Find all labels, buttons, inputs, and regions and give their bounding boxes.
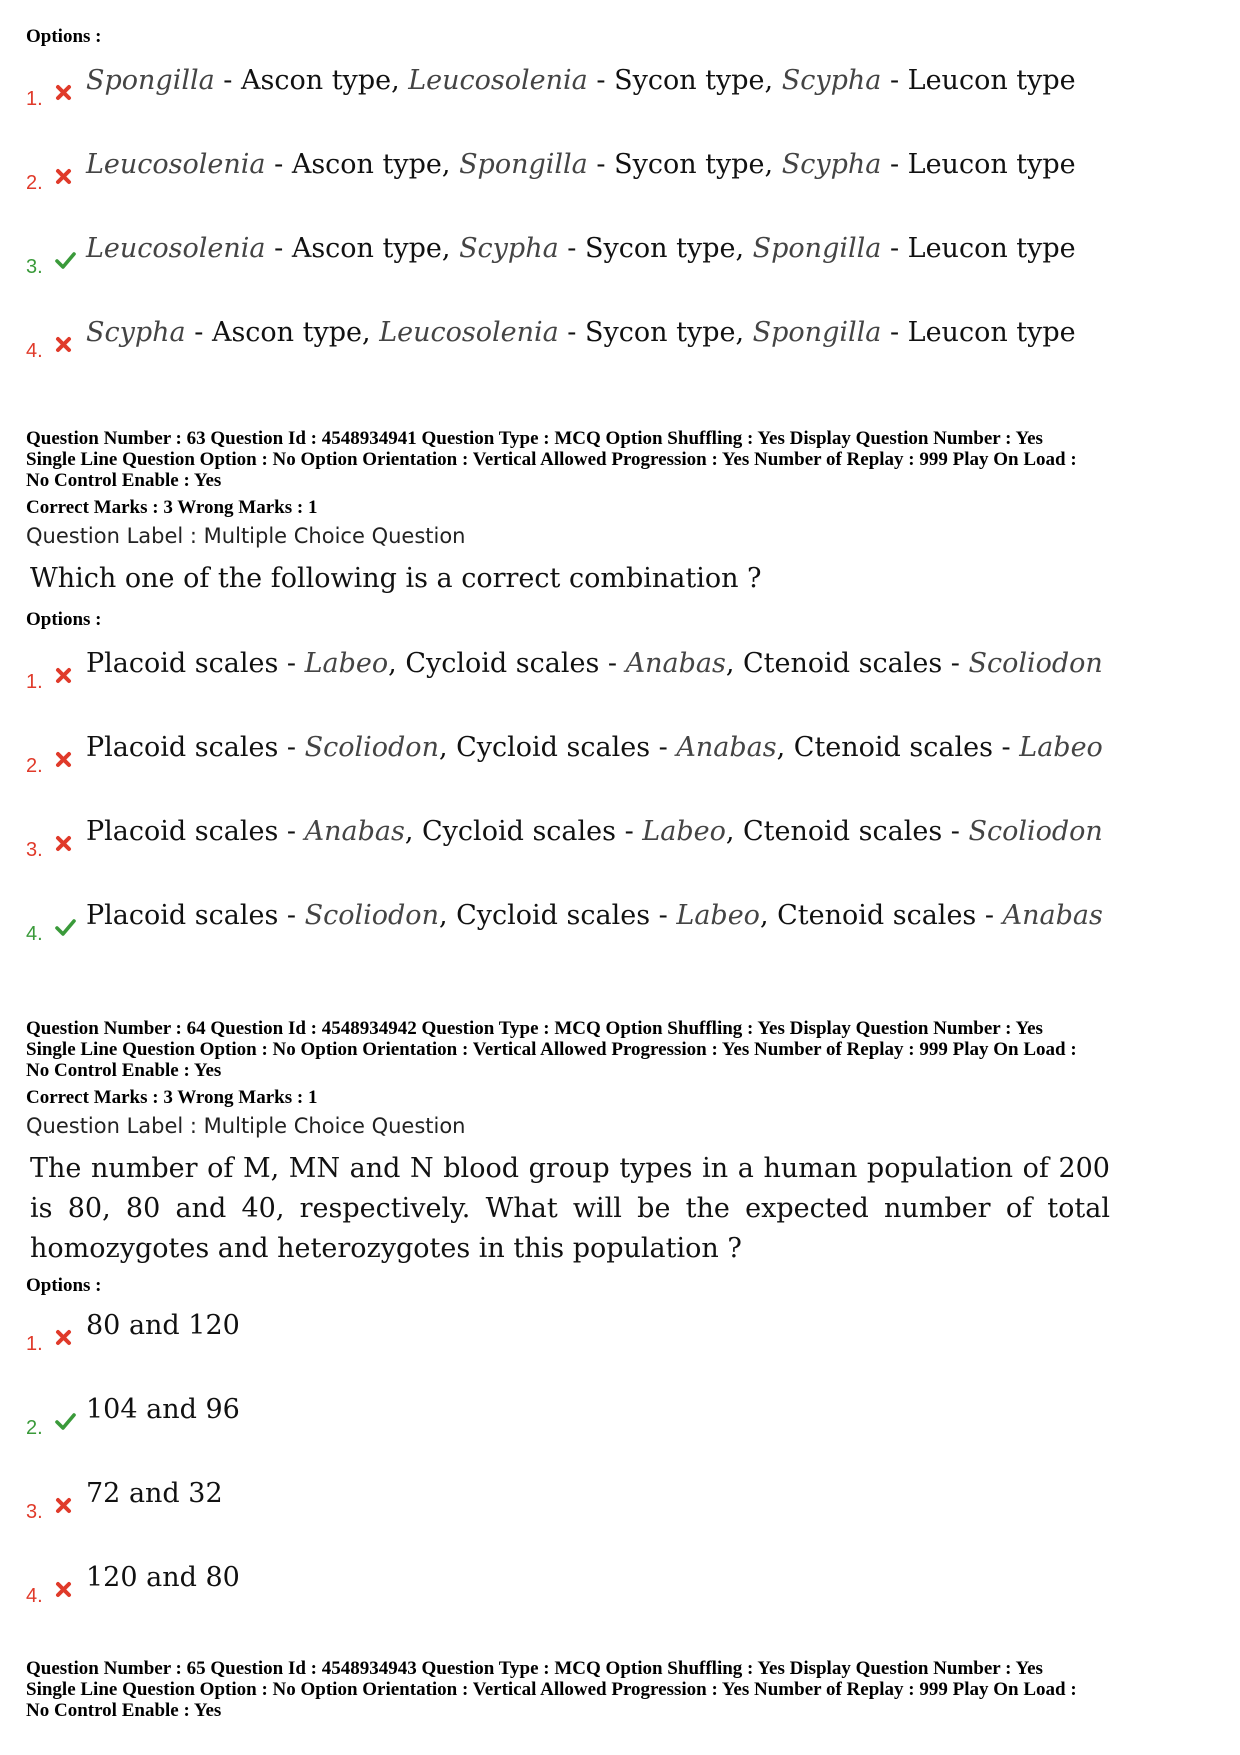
- option-text-part: - Leucon type: [881, 149, 1076, 180]
- option-text-part: Placoid scales -: [86, 816, 305, 847]
- option-text-part: 120 and 80: [86, 1562, 240, 1593]
- option-number: 1.: [26, 671, 43, 693]
- option-text: [86, 899, 1103, 933]
- species-name: Spongilla: [752, 233, 882, 264]
- species-name: Scypha: [86, 317, 186, 348]
- species-name: Scoliodon: [304, 900, 439, 931]
- cross-icon: [54, 1327, 74, 1347]
- option-text-part: , Ctenoid scales -: [725, 648, 969, 679]
- option-text-part: - Sycon type,: [558, 233, 753, 264]
- options-label: Options :: [26, 609, 102, 630]
- cross-icon: [54, 82, 74, 102]
- option-text-part: - Ascon type,: [265, 233, 460, 264]
- cross-icon: [54, 166, 74, 186]
- option-item: [26, 900, 1216, 989]
- question-text: The number of M, MN and N blood group types in a human population of 200 is 80, 80 and 40, respectively. What will be the expected number of total homozygotes and heterozygotes in this population ?: [30, 1153, 1110, 1264]
- species-name: Scypha: [781, 149, 882, 180]
- option-item: [26, 1478, 1216, 1567]
- option-item: [26, 648, 1216, 737]
- option-text: [86, 647, 1103, 681]
- q63-block: [26, 428, 1216, 989]
- option-text-part: - Leucon type: [881, 233, 1076, 264]
- species-name: Leucosolenia: [379, 317, 559, 348]
- option-text: [86, 1393, 240, 1427]
- cross-icon: [54, 749, 74, 769]
- option-text-part: , Cycloid scales -: [438, 900, 677, 931]
- species-name: Labeo: [676, 900, 760, 931]
- option-text: [86, 815, 1103, 849]
- option-number: 4.: [26, 923, 43, 945]
- species-name: Spongilla: [459, 149, 588, 180]
- species-name: Scypha: [781, 65, 882, 96]
- option-item: [26, 732, 1216, 821]
- species-name: Anabas: [1002, 900, 1103, 931]
- species-name: Scoliodon: [968, 648, 1103, 679]
- marks-info: Correct Marks : 3 Wrong Marks : 1: [26, 497, 318, 518]
- species-name: Scypha: [459, 233, 559, 264]
- question-meta-line: No Control Enable : Yes: [26, 1060, 222, 1081]
- option-text-part: Placoid scales -: [86, 648, 305, 679]
- question-text: Which one of the following is a correct combination ?: [30, 563, 762, 594]
- option-text: [86, 1309, 240, 1343]
- option-item: [26, 1310, 1216, 1399]
- option-text-part: Placoid scales -: [86, 732, 305, 763]
- species-name: Scoliodon: [304, 732, 439, 763]
- option-item: [26, 149, 1076, 238]
- check-icon: [54, 250, 74, 270]
- question-meta-line: Single Line Question Option : No Option Orientation : Vertical Allowed Progression : Yes Number of Replay : 999 Play On Load :: [26, 1679, 1077, 1700]
- species-name: Labeo: [304, 648, 389, 679]
- option-number: 1.: [26, 88, 43, 110]
- option-number: 3.: [26, 256, 43, 278]
- q64-block: [26, 1018, 1216, 1651]
- option-text-part: - Sycon type,: [587, 65, 782, 96]
- option-text-part: - Ascon type,: [265, 149, 460, 180]
- species-name: Anabas: [625, 648, 726, 679]
- question-meta-line: Question Number : 63 Question Id : 4548934941 Question Type : MCQ Option Shuffling : Yes Display Question Number : Yes: [26, 428, 1043, 449]
- question-label: Question Label : Multiple Choice Question: [26, 1114, 466, 1138]
- option-text-part: - Ascon type,: [185, 317, 380, 348]
- option-number: 2.: [26, 1417, 43, 1439]
- option-number: 4.: [26, 1585, 43, 1607]
- option-text-part: - Leucon type: [881, 317, 1076, 348]
- option-text-part: - Sycon type,: [558, 317, 753, 348]
- species-name: Leucosolenia: [86, 233, 266, 264]
- marks-info: Correct Marks : 3 Wrong Marks : 1: [26, 1087, 318, 1108]
- question-meta-line: Single Line Question Option : No Option Orientation : Vertical Allowed Progression : Yes Number of Replay : 999 Play On Load :: [26, 449, 1077, 470]
- cross-icon: [54, 833, 74, 853]
- cross-icon: [54, 334, 74, 354]
- options-list: [26, 648, 1216, 989]
- cross-icon: [54, 1579, 74, 1599]
- species-name: Labeo: [1019, 732, 1103, 763]
- option-item: [26, 317, 1076, 406]
- q62-block: [26, 26, 1076, 406]
- option-text-part: 104 and 96: [86, 1394, 240, 1425]
- species-name: Leucosolenia: [86, 149, 266, 180]
- option-text-part: - Sycon type,: [587, 149, 782, 180]
- options-list: [26, 1310, 1216, 1651]
- option-text-part: , Cycloid scales -: [438, 732, 677, 763]
- option-item: [26, 233, 1076, 322]
- species-name: Spongilla: [752, 317, 882, 348]
- option-number: 4.: [26, 340, 43, 362]
- option-text-part: - Leucon type: [881, 65, 1076, 96]
- species-name: Scoliodon: [968, 816, 1103, 847]
- option-text: [86, 232, 1076, 266]
- question-meta-line: Question Number : 64 Question Id : 4548934942 Question Type : MCQ Option Shuffling : Yes Display Question Number : Yes: [26, 1018, 1043, 1039]
- option-text-part: , Cycloid scales -: [388, 648, 626, 679]
- option-text-part: 80 and 120: [86, 1310, 240, 1341]
- option-text: [86, 148, 1076, 182]
- option-number: 1.: [26, 1333, 43, 1355]
- check-icon: [54, 917, 74, 937]
- option-text-part: 72 and 32: [86, 1478, 223, 1509]
- options-label: Options :: [26, 26, 102, 47]
- species-name: Anabas: [304, 816, 405, 847]
- species-name: Anabas: [676, 732, 777, 763]
- option-item: [26, 1562, 1216, 1651]
- question-meta-line: Question Number : 65 Question Id : 4548934943 Question Type : MCQ Option Shuffling : Yes Display Question Number : Yes: [26, 1658, 1043, 1679]
- option-text: [86, 316, 1076, 350]
- question-label: Question Label : Multiple Choice Question: [26, 524, 466, 548]
- option-number: 2.: [26, 755, 43, 777]
- question-meta-line: No Control Enable : Yes: [26, 1700, 222, 1721]
- option-number: 2.: [26, 172, 43, 194]
- option-text-part: , Ctenoid scales -: [725, 816, 969, 847]
- option-text: [86, 731, 1103, 765]
- option-text-part: , Cycloid scales -: [404, 816, 643, 847]
- option-number: 3.: [26, 839, 43, 861]
- option-item: [26, 1394, 1216, 1483]
- option-text: [86, 1477, 223, 1511]
- option-text: [86, 1561, 240, 1595]
- question-meta-line: No Control Enable : Yes: [26, 470, 222, 491]
- options-label: Options :: [26, 1275, 102, 1296]
- question-meta-line: Single Line Question Option : No Option Orientation : Vertical Allowed Progression : Yes Number of Replay : 999 Play On Load :: [26, 1039, 1077, 1060]
- species-name: Leucosolenia: [408, 65, 588, 96]
- option-item: [26, 816, 1216, 905]
- options-list: [26, 65, 1076, 406]
- option-text-part: , Ctenoid scales -: [776, 732, 1020, 763]
- species-name: Labeo: [642, 816, 726, 847]
- option-text-part: , Ctenoid scales -: [759, 900, 1003, 931]
- option-number: 3.: [26, 1501, 43, 1523]
- option-text: [86, 64, 1076, 98]
- option-item: [26, 65, 1076, 154]
- option-text-part: - Ascon type,: [214, 65, 409, 96]
- cross-icon: [54, 1495, 74, 1515]
- species-name: Spongilla: [86, 65, 215, 96]
- option-text-part: Placoid scales -: [86, 900, 305, 931]
- q65-block: [26, 1658, 1216, 1721]
- check-icon: [54, 1411, 74, 1431]
- cross-icon: [54, 665, 74, 685]
